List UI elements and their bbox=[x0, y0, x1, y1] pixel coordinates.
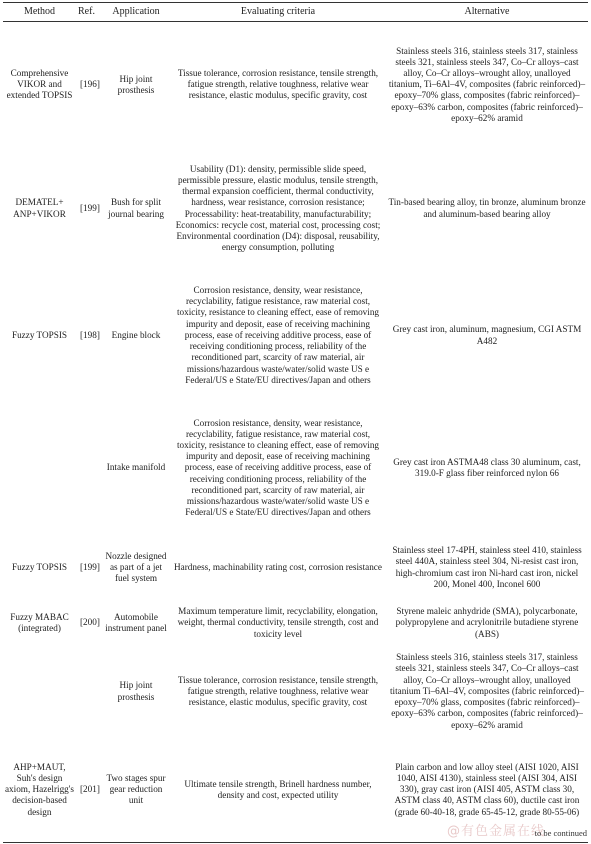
cell-ref: [201] bbox=[76, 738, 102, 843]
table-row bbox=[3, 270, 588, 402]
cell-method: Fuzzy TOPSIS bbox=[11, 561, 68, 572]
cell-application: Nozzle designed as part of a jet fuel system bbox=[105, 550, 167, 584]
cell-alternative: Tin-based bearing alloy, tin bronze, aluminum bronze and aluminum-based bearing alloy bbox=[388, 197, 586, 219]
cell-method: AHP+MAUT, Suh's design axiom, Hazelrigg's decision-based design bbox=[3, 738, 76, 843]
cell-method bbox=[3, 646, 76, 738]
cell-ref: [199] bbox=[80, 202, 100, 213]
cell-criteria: Ultimate tensile strength, Brinell hardness number, density and cost, expected utility bbox=[170, 738, 386, 843]
cell-alternative: Grey cast iron, aluminum, magnesium, CGI ASTM A482 bbox=[392, 324, 582, 346]
cell-application: Intake manifold bbox=[106, 462, 166, 473]
header-application: Application bbox=[102, 3, 170, 22]
cell-alternative: Grey cast iron ASTMA48 class 30 aluminum, cast, 319.0-F glass fiber reinforced nylon 66 bbox=[393, 456, 581, 478]
cell-application: Bush for split journal bearing bbox=[108, 197, 164, 219]
cell-alternative: Plain carbon and low alloy steel (AISI 1020, AISI 1040, AISI 4130), stainless steel (AISI 304, AISI 330), gray cast iron (AISI 405, ASTM class 30, ASTM class 40, ASTM class 60), ductile cast iron (grade 60-40-18, grade 65-45-12, grade 80-55-06) bbox=[386, 738, 588, 843]
continued-note: to be continued bbox=[534, 828, 587, 838]
cell-alternative: Stainless steels 316, stainless steels 317, stainless steels 321, stainless steels 347, Co–Cr alloys–cast alloy, Co–Cr alloys–wrought alloy, unalloyed titanium, Ti–6Al–4V, composites (fabric reinforced)–epoxy–70% glass, composites (fabric reinforced)–epoxy–63% carbon, composites (fabric reinforced)–epoxy–62% aramid bbox=[388, 45, 586, 123]
cell-criteria: Maximum temperature limit, recyclability, elongation, weight, thermal conductivity, tensile strength, cost and toxicity level bbox=[177, 606, 379, 639]
cell-application: Hip joint prosthesis bbox=[117, 680, 155, 702]
cell-ref: [199] bbox=[80, 561, 100, 572]
header-alternative: Alternative bbox=[386, 3, 588, 22]
cell-method bbox=[3, 402, 76, 535]
cell-criteria: Usability (D1): density, permissible slide speed, permissible pressure, elastic modulus, tensile strength, thermal expansion coefficient, thermal conductivity, hardness, wear resistance, corrosion resistance; Processability: heat-treatability, manufacturability; Economics: recycle cost, material cost, processing cost; Environmental coordination (D4): disposal, reusability, energy consumption, polluting bbox=[175, 163, 381, 253]
table-row bbox=[3, 402, 588, 535]
table-row bbox=[3, 148, 588, 270]
cell-criteria: Corrosion resistance, density, wear resistance, recyclability, fatigue resistance, raw material cost, toxicity, resistance to cleaning effect, ease of removing impurity and deposit, ease of receiving machining process, ease of receiving additive process, ease of receiving conditioning process, reliability of the reconditioned part, scarcity of raw material, air missions/hazardous waste/water/solid waste US e Federal/US e State/EU directives/Japan and others bbox=[176, 285, 380, 385]
cell-alternative: Styrene maleic anhydride (SMA), polycarbonate, polypropylene and acrylonitrile butadiene styrene (ABS) bbox=[395, 606, 579, 639]
cell-method: DEMATEL+ ANP+VIKOR bbox=[13, 197, 66, 219]
header-criteria: Evaluating criteria bbox=[170, 3, 386, 22]
watermark-text: @有色金属在线 bbox=[447, 824, 546, 839]
material-selection-table bbox=[3, 2, 588, 843]
cell-criteria: Corrosion resistance, density, wear resistance, recyclability, fatigue resistance, raw material cost, toxicity, resistance to cleaning effect, ease of removing impurity and deposit, ease of receiving machining process, ease of receiving additive process, ease of receiving conditioning process, reliability of the reconditioned part, scarcity of raw material, air missions/hazardous waste/water/solid waste US e Federal/US e State/EU directives/Japan and others bbox=[176, 417, 380, 518]
cell-method: Comprehensive VIKOR and extended TOPSIS bbox=[6, 67, 73, 101]
header-ref: Ref. bbox=[76, 3, 102, 22]
cell-application: Two stages spur gear reduction unit bbox=[102, 738, 170, 843]
cell-ref bbox=[76, 402, 102, 535]
cell-application: Automobile instrument panel bbox=[105, 611, 167, 633]
cell-alternative: Stainless steel 17-4PH, stainless steel 410, stainless steel 440A, stainless steel 304, Ni-resist cast iron, high-chromium cast iron Ni-hard cast iron, nickel 200, Monel 400, Inconel 600 bbox=[392, 545, 582, 589]
cell-criteria: Hardness, machinability rating cost, corrosion resistance bbox=[174, 561, 382, 572]
table-row bbox=[3, 535, 588, 601]
cell-alternative: Stainless steels 316, stainless steels 317, stainless steels 321, stainless steels 347, Co–Cr alloys–cast alloy, Co–Cr alloys–wrought alloy, unalloyed titanium Ti–6Al–4V, composites (fabric reinforced)–epoxy–70% glass, composites (fabric reinforced)–epoxy–63% carbon, composites (fabric reinforced)–epoxy–62% aramid bbox=[389, 652, 584, 730]
table-row bbox=[3, 601, 588, 646]
cell-ref bbox=[76, 646, 102, 738]
table-row bbox=[3, 22, 588, 148]
cell-application: Hip joint prosthesis bbox=[117, 73, 155, 95]
header-method: Method bbox=[3, 3, 76, 22]
cell-ref: [196] bbox=[80, 79, 100, 90]
table-row bbox=[3, 646, 588, 738]
cell-criteria: Tissue tolerance, corrosion resistance, tensile strength, fatigue strength, relative toughness, relative wear resistance, elastic modulus, specific gravity, cost bbox=[177, 67, 379, 101]
table-header bbox=[3, 3, 588, 22]
cell-criteria: Tissue tolerance, corrosion resistance, tensile strength, fatigue strength, relative toughness, relative wear resistance, elastic modulus, specific gravity, cost bbox=[177, 674, 379, 708]
cell-ref: [198] bbox=[80, 329, 100, 340]
cell-method: Fuzzy TOPSIS bbox=[11, 329, 68, 340]
table-body bbox=[3, 22, 588, 843]
cell-method: Fuzzy MABAC (integrated) bbox=[10, 611, 69, 633]
cell-ref: [200] bbox=[80, 617, 100, 628]
cell-application: Engine block bbox=[111, 329, 161, 340]
